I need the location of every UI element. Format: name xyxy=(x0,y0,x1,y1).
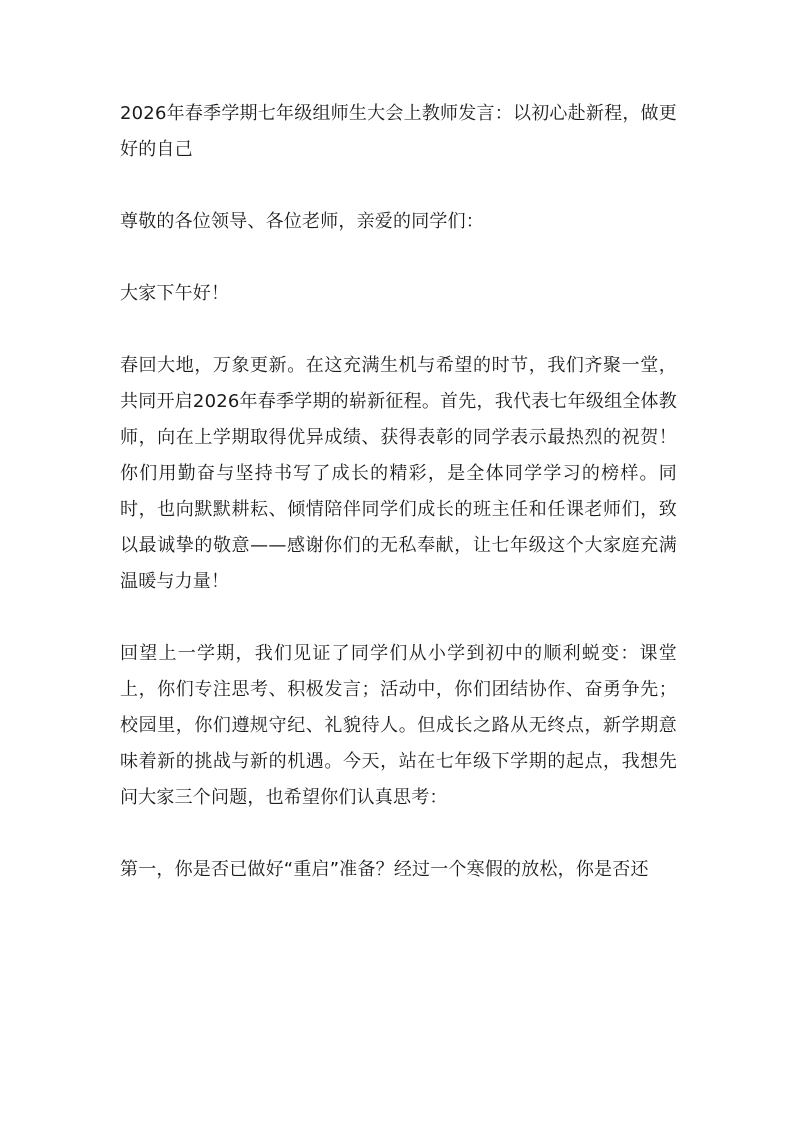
greeting: 大家下午好！ xyxy=(120,283,230,304)
document-title: 2026年春季学期七年级组师生大会上教师发言：以初心赴新程，做更好的自己 xyxy=(120,103,677,160)
body-paragraph: 春回大地，万象更新。在这充满生机与希望的时节，我们齐聚一堂，共同开启2026年春季学期的崭新征程。首先，我代表七年级组全体教师，向在上学期取得优异成绩、获得表彰的同学表示最热烈的祝贺！你们用勤奋与坚持书写了成长的精彩，是全体同学学习的榜样。同时，也向默默耕耘、倾情陪伴同学们成长的班主任和任课老师们，致以最诚挚的敬意——感谢你们的无私奉献，让七年级这个大家庭充满温暖与力量！ xyxy=(120,355,677,592)
body-paragraph: 第一，你是否已做好“重启”准备？经过一个寒假的放松，你是否还 xyxy=(120,859,649,880)
body-paragraph: 回望上一学期，我们见证了同学们从小学到初中的顺利蜕变：课堂上，你们专注思考、积极发言；活动中，你们团结协作、奋勇争先；校园里，你们遵规守纪、礼貌待人。但成长之路从无终点，新学期意味着新的挑战与新的机遇。今天，站在七年级下学期的起点，我想先问大家三个问题，也希望你们认真思考： xyxy=(120,643,677,808)
salutation: 尊敬的各位领导、各位老师，亲爱的同学们： xyxy=(120,211,484,232)
